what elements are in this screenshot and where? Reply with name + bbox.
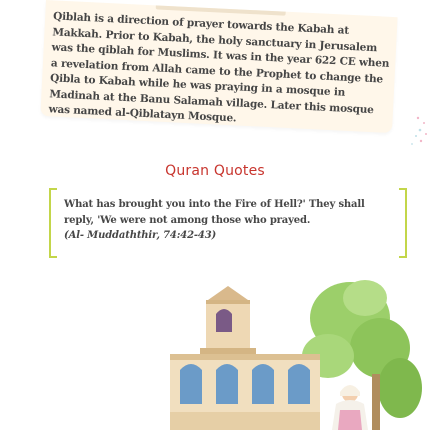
quote-text — [64, 197, 394, 244]
mosque-tower — [200, 286, 256, 354]
mosque-illustration — [150, 278, 422, 430]
mosque-building — [170, 354, 320, 430]
quote-box — [49, 188, 407, 254]
quote-bracket-left — [49, 188, 57, 258]
section-title: Quran Quotes — [165, 163, 265, 179]
card-tape — [156, 1, 286, 15]
sparkle-decoration-icon — [390, 110, 430, 150]
quote-reference: (Al- Muddaththir, 74:42-43) — [64, 230, 217, 241]
quote-bracket-right — [399, 188, 407, 258]
person-figure — [332, 385, 368, 430]
quote-body: What has brought you into the Fire of Hell?' They shall reply, 'We were not among those who prayed. — [64, 199, 365, 226]
info-card — [40, 0, 397, 133]
info-paragraph: Qiblah is a direction of prayer towards the Kabah at Makkah. Prior to Kabah, the holy sanctuary in Jerusalem was the qiblah for Muslims. It was in the year 622 CE when a revelation from Allah came to the Prophet to change the Qibla to Kabah while he was praying in a mosque in Madinah at the Banu Salamah village. Later this mosque was named al-Qiblatayn Mosque. — [48, 10, 390, 125]
